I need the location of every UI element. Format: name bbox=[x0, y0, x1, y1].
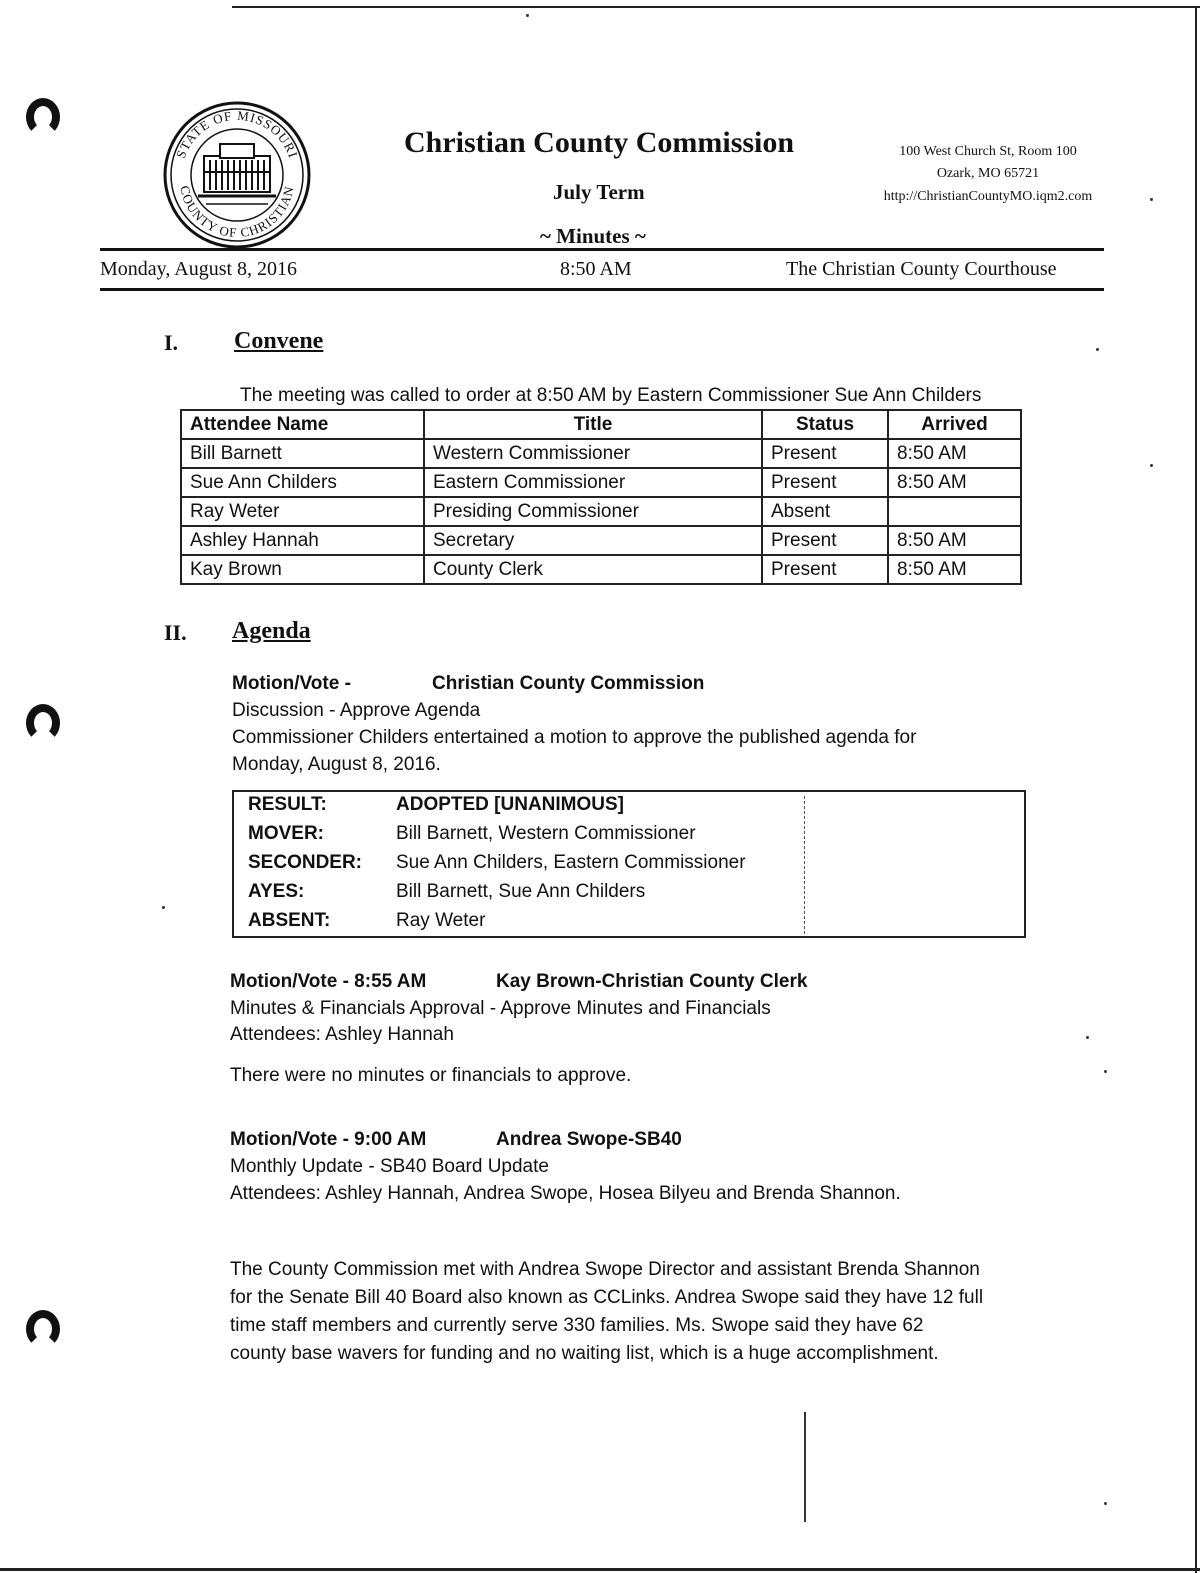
attendee-status: Present bbox=[762, 439, 888, 468]
vote-result-box bbox=[232, 790, 1026, 938]
column-header: Attendee Name bbox=[181, 410, 424, 439]
minutes-label: ~ Minutes ~ bbox=[540, 224, 646, 248]
seal-text-bottom: COUNTY OF CHRISTIAN bbox=[177, 184, 297, 241]
table-row bbox=[181, 439, 1021, 468]
attendee-title: County Clerk bbox=[424, 555, 762, 584]
attendee-arrived bbox=[888, 497, 1021, 526]
scan-speck bbox=[1104, 1070, 1107, 1073]
punch-hole-icon bbox=[26, 1310, 60, 1348]
result-label: RESULT: bbox=[248, 794, 327, 815]
result-value: Sue Ann Childers, Eastern Commissioner bbox=[396, 852, 746, 873]
attendee-arrived: 8:50 AM bbox=[888, 468, 1021, 497]
table-row bbox=[181, 497, 1021, 526]
attendee-status: Absent bbox=[762, 497, 888, 526]
scan-speck bbox=[1150, 198, 1153, 201]
header-rule-bottom bbox=[100, 288, 1104, 291]
meeting-date: Monday, August 8, 2016 bbox=[100, 258, 298, 280]
motion-discussion: Discussion - Approve Agenda bbox=[232, 700, 481, 721]
result-label: AYES: bbox=[248, 881, 305, 902]
convene-intro: The meeting was called to order at 8:50 AM by Eastern Commissioner Sue Ann Childers bbox=[240, 385, 982, 406]
attendee-name: Ray Weter bbox=[181, 497, 424, 526]
attendee-table bbox=[180, 409, 1022, 585]
result-box-divider bbox=[804, 796, 806, 934]
address-line1: 100 West Church St, Room 100 bbox=[899, 144, 1077, 159]
result-label: ABSENT: bbox=[248, 910, 331, 931]
attendee-name: Sue Ann Childers bbox=[181, 468, 424, 497]
meeting-time: 8:50 AM bbox=[560, 258, 632, 280]
scan-speck bbox=[1104, 1502, 1107, 1505]
section-number: II. bbox=[164, 620, 187, 645]
attendee-title: Secretary bbox=[424, 526, 762, 555]
motion-subject: Monthly Update - SB40 Board Update bbox=[230, 1156, 549, 1177]
paragraph-line: The County Commission met with Andrea Swope Director and assistant Brenda Shannon bbox=[230, 1259, 980, 1280]
attendee-name: Ashley Hannah bbox=[181, 526, 424, 555]
scan-vertical-line bbox=[804, 1412, 806, 1522]
attendee-name: Bill Barnett bbox=[181, 439, 424, 468]
result-value: Bill Barnett, Sue Ann Childers bbox=[396, 881, 646, 902]
column-header: Arrived bbox=[888, 410, 1021, 439]
seal-text-top: STATE OF MISSOURI bbox=[173, 107, 302, 161]
page-title: Christian County Commission bbox=[404, 126, 795, 159]
paragraph-line: for the Senate Bill 40 Board also known as CCLinks. Andrea Swope said they have 12 full bbox=[230, 1287, 984, 1308]
attendee-status: Present bbox=[762, 526, 888, 555]
scan-speck bbox=[526, 14, 529, 17]
table-header-row bbox=[181, 410, 1021, 439]
attendee-status: Present bbox=[762, 468, 888, 497]
website-link[interactable]: http://ChristianCountyMO.iqm2.com bbox=[883, 189, 1093, 204]
motion-note: There were no minutes or financials to approve. bbox=[230, 1065, 632, 1086]
county-seal-icon bbox=[162, 100, 312, 250]
punch-hole-icon bbox=[26, 98, 60, 136]
table-row bbox=[181, 468, 1021, 497]
attendee-status: Present bbox=[762, 555, 888, 584]
attendee-title: Western Commissioner bbox=[424, 439, 762, 468]
motion-label: Motion/Vote - bbox=[232, 673, 351, 694]
attendee-title: Presiding Commissioner bbox=[424, 497, 762, 526]
header-rule-top bbox=[100, 248, 1104, 251]
attendee-arrived: 8:50 AM bbox=[888, 526, 1021, 555]
attendee-arrived: 8:50 AM bbox=[888, 555, 1021, 584]
scan-border-bottom bbox=[0, 1568, 1200, 1571]
column-header: Status bbox=[762, 410, 888, 439]
attendee-title: Eastern Commissioner bbox=[424, 468, 762, 497]
scan-border-top bbox=[232, 6, 1200, 8]
term-label: July Term bbox=[553, 180, 645, 204]
table-row bbox=[181, 555, 1021, 584]
motion-label: Motion/Vote - 9:00 AM bbox=[230, 1129, 427, 1150]
motion-presenter: Christian County Commission bbox=[432, 673, 705, 694]
attendee-arrived: 8:50 AM bbox=[888, 439, 1021, 468]
motion-label: Motion/Vote - 8:55 AM bbox=[230, 971, 427, 992]
scan-speck bbox=[1150, 464, 1153, 467]
section-title-convene: Convene bbox=[234, 328, 324, 354]
scan-speck bbox=[162, 906, 165, 909]
motion-presenter: Kay Brown-Christian County Clerk bbox=[496, 971, 808, 992]
result-label: MOVER: bbox=[248, 823, 324, 844]
result-value: Ray Weter bbox=[396, 910, 486, 931]
attendee-name: Kay Brown bbox=[181, 555, 424, 584]
motion-text: Monday, August 8, 2016. bbox=[232, 754, 441, 775]
result-label: SECONDER: bbox=[248, 852, 363, 873]
table-row bbox=[181, 526, 1021, 555]
scan-speck bbox=[1096, 348, 1099, 351]
paragraph-line: county base wavers for funding and no waiting list, which is a huge accomplishment. bbox=[230, 1343, 939, 1364]
motion-text: Commissioner Childers entertained a motion to approve the published agenda for bbox=[232, 727, 917, 748]
section-number: I. bbox=[164, 330, 179, 355]
motion-presenter: Andrea Swope-SB40 bbox=[496, 1129, 682, 1150]
motion-attendees: Attendees: Ashley Hannah, Andrea Swope, Hosea Bilyeu and Brenda Shannon. bbox=[230, 1183, 901, 1204]
scan-speck bbox=[1086, 1036, 1089, 1039]
punch-hole-icon bbox=[26, 704, 60, 742]
meeting-location: The Christian County Courthouse bbox=[786, 258, 1057, 280]
motion-attendees: Attendees: Ashley Hannah bbox=[230, 1024, 454, 1045]
motion-subject: Minutes & Financials Approval - Approve Minutes and Financials bbox=[230, 998, 771, 1019]
result-value: ADOPTED [UNANIMOUS] bbox=[396, 794, 624, 815]
result-value: Bill Barnett, Western Commissioner bbox=[396, 823, 696, 844]
paragraph-line: time staff members and currently serve 330 families. Ms. Swope said they have 62 bbox=[230, 1315, 924, 1336]
column-header: Title bbox=[424, 410, 762, 439]
section-title-agenda: Agenda bbox=[232, 618, 311, 644]
address-line2: Ozark, MO 65721 bbox=[936, 166, 1040, 181]
scan-border-right bbox=[1195, 6, 1197, 1573]
